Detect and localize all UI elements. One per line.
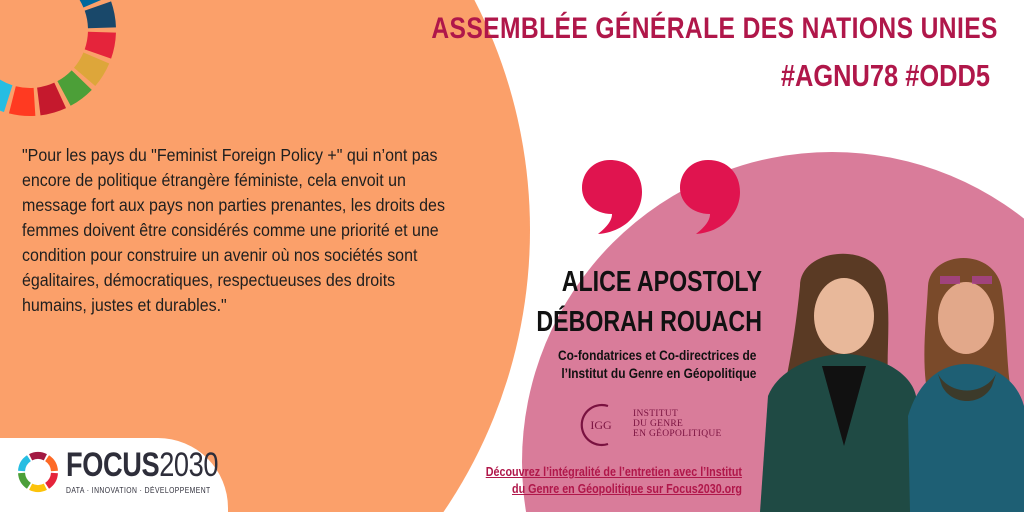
- speaker-names: [536, 262, 762, 342]
- sdg-wheel-segment: [85, 1, 116, 28]
- speaker-role-line-2: l’Institut du Genre en Géopolitique: [560, 365, 756, 381]
- focus-ring-segment: [45, 473, 58, 489]
- sdg-wheel-segment: [0, 77, 12, 112]
- focus2030-wordmark: [66, 446, 218, 485]
- sdg-wheel-segment: [85, 32, 116, 59]
- speakers-photo: [760, 246, 1024, 512]
- quote-marks-icon: [578, 156, 758, 236]
- interview-link-line-2[interactable]: du Genre en Géopolitique sur Focus2030.org: [512, 482, 742, 496]
- sdg-wheel-segment: [9, 86, 35, 116]
- quote-text: "Pour les pays du "Feminist Foreign Policy +" qui n’ont pas encore de politique étrangère féministe, cela envoit un message fort aux pays non parties prenantes, les droits des femmes doivent être considérés comme une priorité et une condition pour construire un avenir où nos sociétés sont égalitaires, démocratiques, respectueuses des droits humains, justes et durables.": [22, 145, 445, 315]
- speaker-name-deborah: DÉBORAH ROUACH: [536, 306, 762, 338]
- focus-ring-segment: [18, 473, 31, 489]
- header-title: ASSEMBLÉE GÉNÉRALE DES NATIONS UNIES: [431, 12, 998, 45]
- igg-logo-text: [633, 409, 722, 439]
- igg-line-1: INSTITUT: [633, 409, 679, 419]
- focus2030-tagline: DATA · INNOVATION · DÉVELOPPEMENT: [66, 486, 211, 495]
- focus-ring-segment: [45, 455, 58, 471]
- igg-line-2: DU GENRE: [633, 419, 684, 429]
- focus-ring-segment: [29, 452, 47, 460]
- igg-monogram: IGG: [590, 418, 612, 432]
- focus-word: FOCUS: [66, 446, 160, 484]
- speaker-role-line-1: Co-fondatrices et Co-directrices de: [557, 347, 756, 363]
- igg-line-3: EN GÉOPOLITIQUE: [633, 429, 722, 439]
- focus2030-logo-icon: [16, 450, 60, 494]
- focus-ring-segment: [29, 484, 47, 492]
- interview-link-line-1[interactable]: Découvrez l’intégralité de l’entretien avec l’Institut: [485, 465, 742, 479]
- igg-logo-icon: [578, 400, 624, 450]
- interview-link[interactable]: [486, 464, 742, 498]
- focus-number: 2030: [159, 446, 219, 484]
- focus-ring-segment: [18, 455, 31, 471]
- sdg-wheel-icon: [0, 0, 120, 120]
- speaker-role: [558, 346, 756, 382]
- speaker-name-alice: ALICE APOSTOLY: [561, 266, 762, 298]
- header-hashtags: #AGNU78 #ODD5: [780, 58, 990, 93]
